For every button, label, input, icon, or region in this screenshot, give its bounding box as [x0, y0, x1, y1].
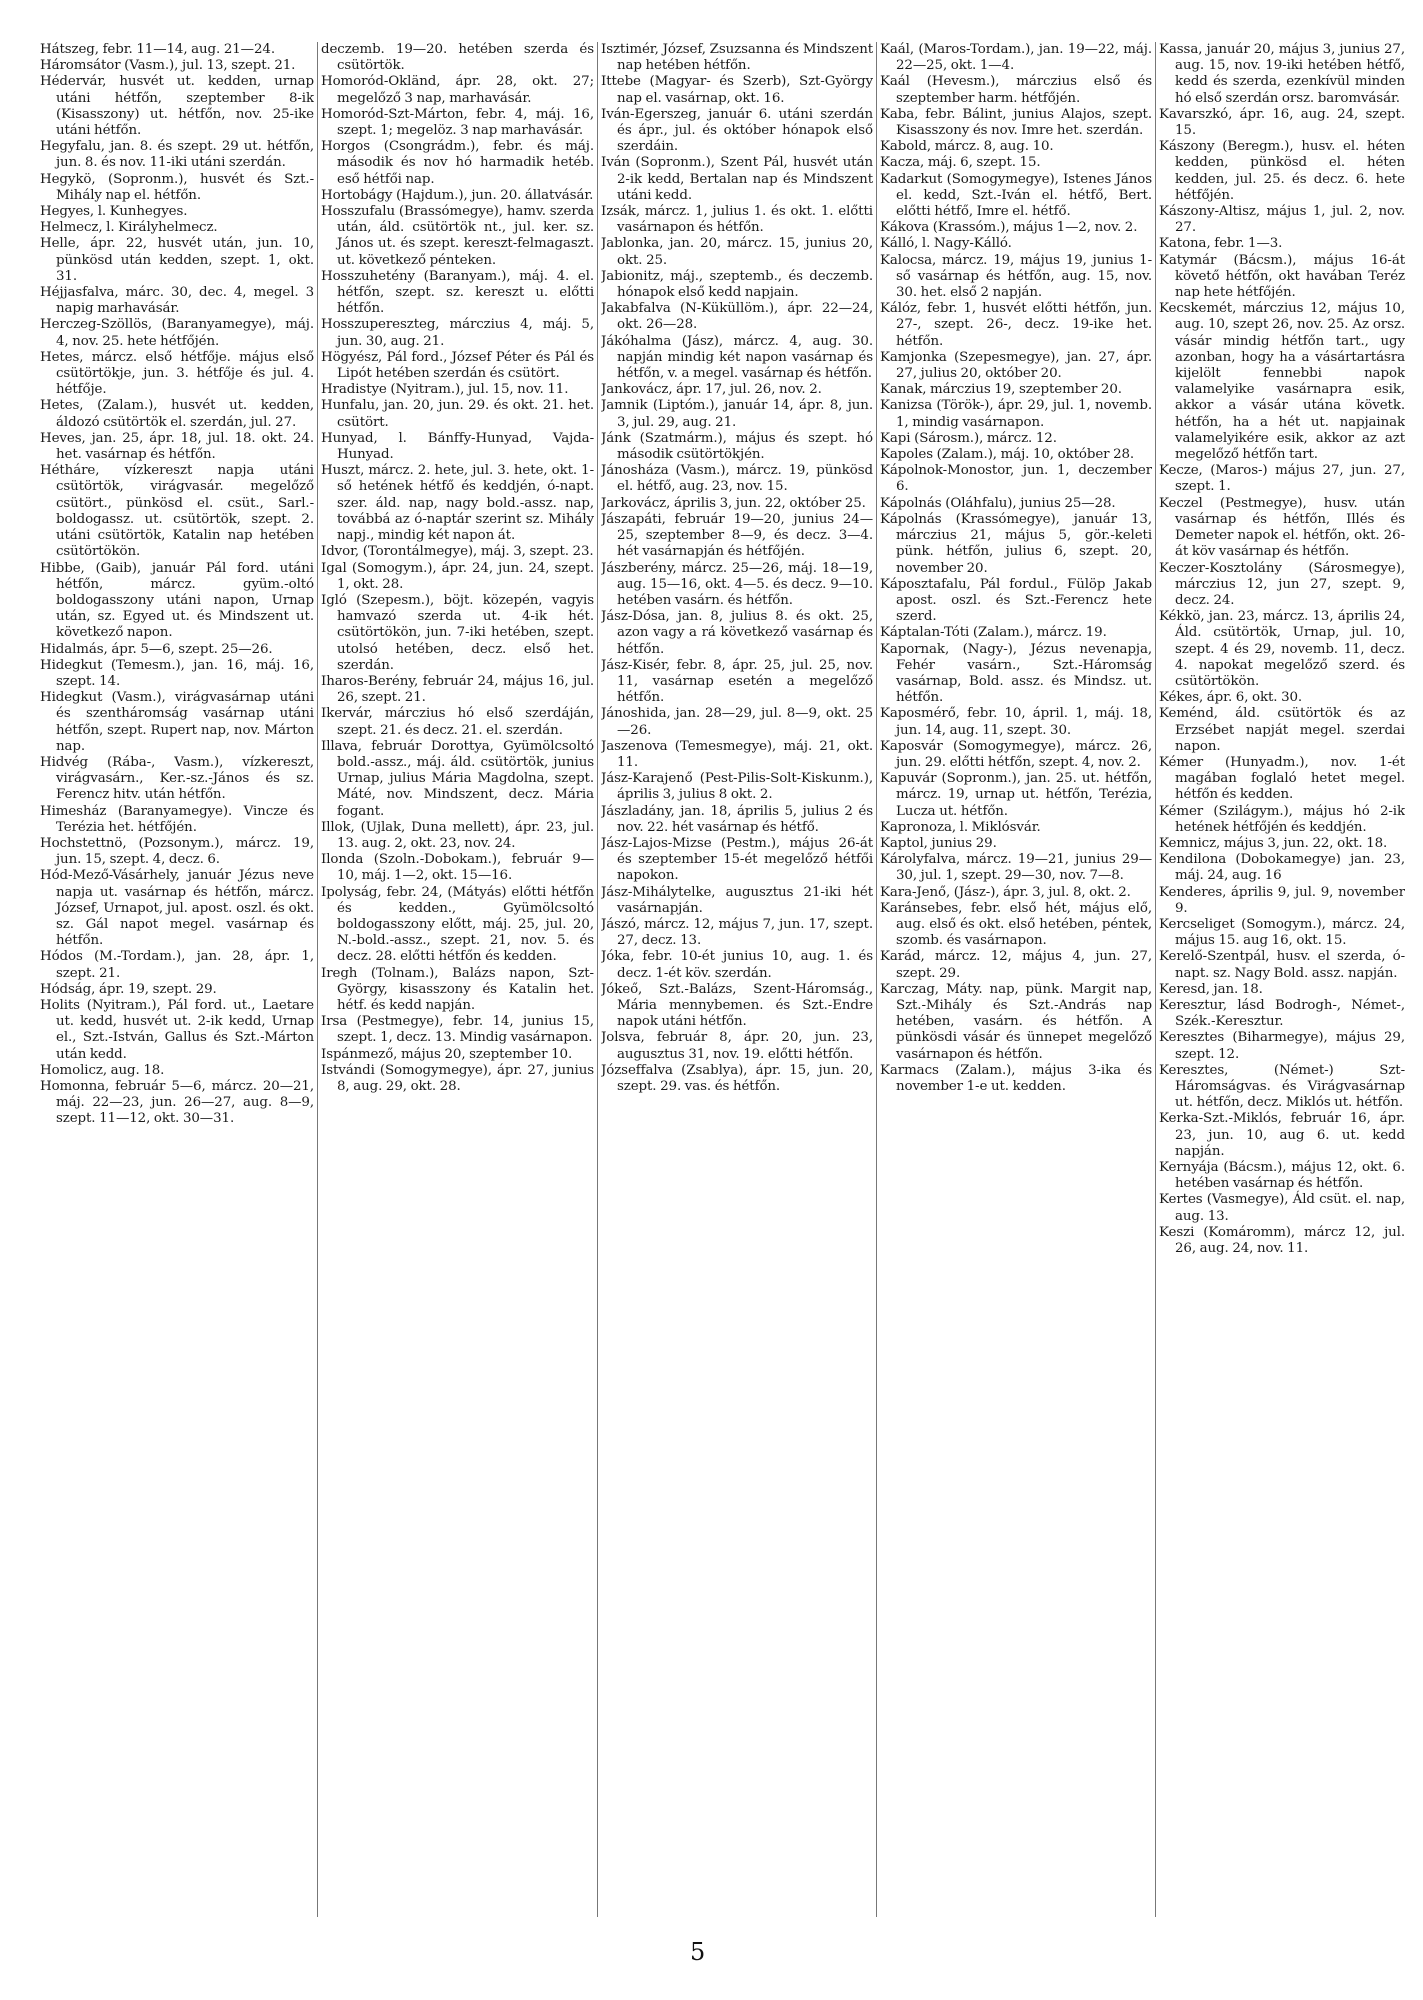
directory-page: [40, 42, 1405, 1922]
market-entry: Iván (Sopronm.), Szent Pál, husvét után 2-ik kedd, Bertalan nap és Mindszent utáni kedd.: [601, 155, 873, 203]
market-entry: Kászony-Altisz, május 1, jul. 2, nov. 27.: [1159, 204, 1405, 236]
column-2: [321, 42, 594, 1922]
market-entry: Kacza, máj. 6, szept. 15.: [880, 155, 1041, 171]
market-entry: Ipolyság, febr. 24, (Mátyás) előtti hétfőn és kedden., Gyümölcsoltó boldogasszony előtt, máj. 25, jul. 20, N.-bold.-assz., szept. 21, nov. 5. és decz. 28. előtti hétfőn és kedden.: [321, 884, 594, 965]
market-entry: Káptalan-Tóti (Zalam.), márcz. 19.: [880, 625, 1107, 641]
market-entry: Illava, február Dorottya, Gyümölcsoltó bold.-assz., máj. áld. csütörtök, junius Urnap, julius Mária Magdolna, szept. Máté, nov. Mindszent, decz. Mária fogant.: [321, 738, 594, 819]
market-entry: Hidalmás, ápr. 5—6, szept. 25—26.: [40, 641, 273, 657]
market-entry: Kékkö, jan. 23, márcz. 13, április 24, Áld. csütörtök, Urnap, jul. 10, szept. 4 és 29, novemb. 11, decz. 4. napokat megelőző szerd. és csütörtökön.: [1159, 609, 1405, 689]
market-entry: Hetes, márcz. első hétfője. május első csütörtökje, jun. 3. hétfője és jul. 4. hétfője.: [40, 349, 314, 398]
market-entry: Kerka-Szt.-Miklós, február 16, ápr. 23, jun. 10, aug 6. ut. kedd napján.: [1159, 1111, 1405, 1159]
market-entry: Helle, ápr. 22, husvét után, jun. 10, pünkösd után kedden, szept. 1, okt. 31.: [40, 236, 314, 284]
market-entry: Jóka, febr. 10-ét junius 10, aug. 1. és decz. 1-ét köv. szerdán.: [601, 949, 873, 981]
column-divider: [876, 42, 877, 1917]
market-entry: Kemnicz, május 3, jun. 22, okt. 18.: [1159, 835, 1388, 851]
market-entry: Kaál, (Maros-Tordam.), jan. 19—22, máj. 22—25, okt. 1—4.: [880, 42, 1152, 74]
market-entry: Keménd, áld. csütörtök és az Erzsébet napját megel. szerdai napon.: [1159, 706, 1405, 754]
market-entry: Jankovácz, ápr. 17, jul. 26, nov. 2.: [601, 382, 822, 398]
market-entry: Kavarszkó, ápr. 16, aug. 24, szept. 15.: [1159, 106, 1405, 139]
market-entry: Kaptol, junius 29.: [880, 835, 997, 851]
market-entry: Kálló, l. Nagy-Kálló.: [880, 236, 1012, 252]
market-entry: Herczeg-Szöllös, (Baranyamegye), máj. 4, nov. 25. hete hétfőjén.: [40, 317, 314, 349]
market-entry: Karmacs (Zalam.), május 3-ika és november 1-e ut. kedden.: [880, 1062, 1152, 1094]
market-entry: Kendilona (Dobokamegye) jan. 23, máj. 24, aug. 16: [1159, 852, 1405, 884]
market-entry: Kecze, (Maros-) május 27, jun. 27, szept. 1.: [1159, 463, 1405, 495]
market-entry: Kapoles (Zalam.), máj. 10, október 28.: [880, 447, 1135, 463]
market-entry: Kalocsa, márcz. 19, május 19, junius 1-ső vasárnap és hétfőn, aug. 15, nov. 30. het. első 2 napján.: [880, 252, 1152, 301]
market-entry: Jarkovácz, április 3, jun. 22, október 25.: [601, 495, 866, 511]
market-entry: Kaál (Hevesm.), márczius első és szeptember harm. hétfőjén.: [880, 74, 1152, 106]
market-entry: Kapi (Sárosm.), márcz. 12.: [880, 430, 1057, 446]
market-entry: Katona, febr. 1—3.: [1159, 236, 1283, 252]
market-entry: Hibbe, (Gaib), január Pál ford. utáni hétfőn, márcz. gyüm.-oltó boldogasszony utáni napon, Urnap után, sz. Egyed ut. és Mindszent ut. következő napon.: [40, 560, 314, 641]
market-entry: Himesház (Baranyamegye). Vincze és Terézia het. hétfőjén.: [40, 803, 314, 835]
market-entry: Kabold, márcz. 8, aug. 10.: [880, 139, 1054, 155]
market-entry: Kapronoza, l. Miklósvár.: [880, 819, 1041, 835]
market-entry: Homonna, február 5—6, márcz. 20—21, máj. 22—23, jun. 26—27, aug. 8—9, szept. 11—12, okt. 30—31.: [40, 1079, 314, 1127]
market-entry: Kertes (Vasmegye), Áld csüt. el. nap, aug. 13.: [1159, 1192, 1405, 1224]
market-entry: Kémer (Hunyadm.), nov. 1-ét magában foglaló hetet megel. hétfőn és kedden.: [1159, 754, 1405, 803]
market-entry: Iharos-Berény, február 24, május 16, jul. 26, szept. 21.: [321, 673, 594, 706]
column-5: [1159, 42, 1405, 1922]
market-entry: Horgos (Csongrádm.), febr. és máj. második és nov hó harmadik hetéb. eső hétfői nap.: [321, 139, 594, 187]
market-entry: Jászó, márcz. 12, május 7, jun. 17, szept. 27, decz. 13.: [601, 916, 873, 949]
market-entry: Igló (Szepesm.), böjt. közepén, vagyis hamvazó szerda ut. 4-ik hét. csütörtökön, jun. 7-iki hetében, szept. utolsó hetében, decz. első het. szerdán.: [321, 592, 594, 673]
market-entry: Hódság, ápr. 19, szept. 29.: [40, 981, 217, 997]
page-number: 5: [690, 1938, 706, 1966]
market-entry: Jász-Karajenő (Pest-Pilis-Solt-Kiskunm.), április 3, julius 8 okt. 2.: [601, 771, 873, 803]
market-entry: Kenderes, április 9, jul. 9, november 9.: [1159, 884, 1405, 916]
market-entry: Hegyfalu, jan. 8. és szept. 29 ut. hétfőn, jun. 8. és nov. 11-iki utáni szerdán.: [40, 139, 314, 171]
market-entry: Hochstettnö, (Pozsonym.), márcz. 19, jun. 15, szept. 4, decz. 6.: [40, 835, 314, 868]
market-entry: Jókeő, Szt.-Balázs, Szent-Háromság., Mária mennybemen. és Szt.-Endre napok utáni hétfőn.: [601, 981, 873, 1030]
market-entry: Izsák, márcz. 1, julius 1. és okt. 1. előtti vasárnapon és hétfőn.: [601, 204, 873, 236]
market-entry: Kémer (Szilágym.), május hó 2-ik hetének hétfőjén és keddjén.: [1159, 803, 1405, 835]
column-divider: [317, 42, 318, 1917]
market-entry: Jánk (Szatmárm.), május és szept. hó második csütörtökjén.: [601, 430, 873, 463]
column-4: [880, 42, 1152, 1922]
market-entry: Huszt, márcz. 2. hete, jul. 3. hete, okt. 1-ső hetének hétfő és keddjén, ó-napt. szer. áld. nap, nagy bold.-assz. nap, továbbá az ó-naptár szerint sz. Mihály napj., mindig két napon át.: [321, 463, 594, 544]
market-entry: Keresztes, (Német-) Szt-Háromságvas. és Virágvasárnap ut. hétfőn, decz. Miklós ut. hétfőn.: [1159, 1062, 1405, 1111]
market-entry: Kászony (Beregm.), husv. el. héten kedden, pünkösd el. héten kedden, jul. 25. és decz. 6. hete hétfőjén.: [1159, 139, 1405, 203]
market-entry: Keczel (Pestmegye), husv. után vasárnap és hétfőn, Illés és Demeter napok el. hétfőn, okt. 26-át köv vasárnap és hétfőn.: [1159, 495, 1405, 560]
market-entry: Hosszufalu (Brassómegye), hamv. szerda után, áld. csütörtök nt., jul. ker. sz. János ut. és szept. kereszt-felmagaszt. ut. következő pénteken.: [321, 204, 594, 268]
market-entry: Jászladány, jan. 18, április 5, julius 2 és nov. 22. hét vasárnap és hétfő.: [601, 803, 873, 835]
market-entry: Illok, (Ujlak, Duna mellett), ápr. 23, jul. 13. aug. 2, okt. 23, nov. 24.: [321, 819, 594, 851]
column-divider: [1155, 42, 1156, 1917]
market-entry: Ikervár, márczius hó első szerdáján, szept. 21. és decz. 21. el. szerdán.: [321, 706, 594, 738]
market-entry: Kápolnás (Krassómegye), január 13, márczius 21, május 5, gör.-keleti pünk. hétfőn, julius 6, szept. 20, november 20.: [880, 511, 1152, 576]
market-entry: Hátszeg, febr. 11—14, aug. 21—24.: [40, 42, 275, 57]
market-entry: Kamjonka (Szepesmegye), jan. 27, ápr. 27, julius 20, október 20.: [880, 349, 1152, 382]
market-entry: Káposztafalu, Pál fordul., Fülöp Jakab apost. oszl. és Szt.-Ferencz hete szerd.: [880, 576, 1152, 625]
market-entry: Kecskemét, márczius 12, május 10, aug. 10, szept 26, nov. 25. Az orsz. vásár mindig hétfőn tart., ugy azonban, hogy ha a vásártartásra kijelölt fennebbi napok valamelyike vasárnapra esik, akkor a vásár utána követk. hétfőn, ha a hét ut. napjainak valamelyikére esik, akkor az azt megelőző hétfőn tart.: [1159, 301, 1405, 463]
market-entry: Józseffalva (Zsablya), ápr. 15, jun. 20, szept. 29. vas. és hétfőn.: [601, 1062, 873, 1094]
market-entry: Keresztes (Biharmegye), május 29, szept. 12.: [1159, 1030, 1405, 1062]
market-entry: Keresztur, lásd Bodrogh-, Német-, Szék.-Keresztur.: [1159, 997, 1405, 1030]
market-entry: Högyész, Pál ford., József Péter és Pál és Lipót hetében szerdán és csütört.: [321, 349, 594, 382]
market-entry: Istvándi (Somogymegye), ápr. 27, junius 8, aug. 29, okt. 28.: [321, 1062, 594, 1094]
market-entry: Kara-Jenő, (Jász-), ápr. 3, jul. 8, okt. 2.: [880, 884, 1131, 900]
market-entry: Helmecz, l. Királyhelmecz.: [40, 220, 218, 236]
market-entry: Kákova (Krassóm.), május 1—2, nov. 2.: [880, 220, 1138, 236]
market-entry: Jakabfalva (N-Küküllöm.), ápr. 22—24, okt. 26—28.: [601, 301, 873, 333]
market-entry: Karánsebes, febr. első hét, május elő, aug. első és okt. első hetében, péntek, szomb. és vasárnapon.: [880, 900, 1152, 949]
market-entry: Hosszuhetény (Baranyam.), máj. 4. el. hétfőn, szept. sz. kereszt u. előtti hétfőn.: [321, 268, 594, 317]
market-entry: Hunfalu, jan. 20, jun. 29. és okt. 21. het. csütört.: [321, 398, 594, 430]
market-entry: Kercseliget (Somogym.), márcz. 24, május 15. aug 16, okt. 15.: [1159, 916, 1405, 949]
market-entry: Ilonda (Szoln.-Dobokam.), február 9—10, máj. 1—2, okt. 15—16.: [321, 852, 594, 884]
market-entry: Héjjasfalva, márc. 30, dec. 4, megel. 3 napig marhavásár.: [40, 285, 314, 317]
market-entry: Kaba, febr. Bálint, junius Alajos, szept. Kisasszony és nov. Imre het. szerdán.: [880, 106, 1152, 139]
market-entry: Kassa, január 20, május 3, junius 27, aug. 15, nov. 19-iki hetében hétfő, kedd és szerda, ezenkívül minden hó első szerdán orsz. baromvásár.: [1159, 42, 1405, 106]
market-entry: Hétháre, vízkereszt napja utáni csütörtök, virágvasár. megelőző csütört., pünkösd el. csüt., Sarl.-boldogassz. ut. csütörtök, szept. 2. utáni csütörtök, Katalin nap hetében csütörtökön.: [40, 463, 314, 560]
market-entry: Hunyad, l. Bánffy-Hunyad, Vajda-Hunyad.: [321, 430, 594, 463]
column-3: [601, 42, 873, 1922]
market-entry: Kápolnás (Oláhfalu), junius 25—28.: [880, 495, 1116, 511]
market-entry: Hidegkut (Vasm.), virágvasárnap utáni és szentháromság vasárnap utáni hétfőn, szept. Rupert nap, nov. Márton nap.: [40, 690, 314, 754]
market-entry: Kálóz, febr. 1, husvét előtti hétfőn, jun. 27-, szept. 26-, decz. 19-ike het. hétfőn.: [880, 301, 1152, 349]
market-entry: Kapornak, (Nagy-), Jézus nevenapja, Fehér vasárn., Szt.-Háromság vasárnap, Bold. assz. és Mindsz. ut. hétfőn.: [880, 641, 1152, 706]
column-1: [40, 42, 314, 1922]
market-entry: Jolsva, február 8, ápr. 20, jun. 23, augusztus 31, nov. 19. előtti hétfőn.: [601, 1030, 873, 1062]
market-entry: Keresd, jan. 18.: [1159, 981, 1263, 997]
market-entry: Károlyfalva, márcz. 19—21, junius 29—30, jul. 1, szept. 29—30, nov. 7—8.: [880, 852, 1152, 884]
market-entry: Homoród-Okländ, ápr. 28, okt. 27; megelőző 3 nap, marhavásár.: [321, 74, 594, 106]
market-entry: Hidvég (Rába-, Vasm.), vízkereszt, virágvasárn., Ker.-sz.-János és sz. Ferencz hitv. után hétfőn.: [40, 754, 314, 803]
market-entry: Kadarkut (Somogymegye), Istenes János el. kedd, Szt.-Iván el. hétfő, Bert. előtti hétfő, Imre el. hétfő.: [880, 171, 1152, 220]
market-entry: Homolicz, aug. 18.: [40, 1062, 165, 1078]
market-entry: Iregh (Tolnam.), Balázs napon, Szt-György, kisasszony és Katalin het. hétf. és kedd napján.: [321, 965, 594, 1013]
market-entry: Háromsátor (Vasm.), jul. 13, szept. 21.: [40, 58, 296, 74]
market-entry: Jabionitz, máj., szeptemb., és deczemb. hónapok első kedd napjain.: [601, 268, 873, 301]
market-entry: Hód-Mező-Vásárhely, január Jézus neve napja ut. vasárnap és hétfőn, márcz. József, Urnapot, jul. apost. oszl. és okt. sz. Gál napot megel. vasárnap és hétfőn.: [40, 868, 314, 949]
market-entry: deczemb. 19—20. hetében szerda és csütörtök.: [321, 42, 594, 74]
market-entry: Keszi (Komáromm), márcz 12, jul. 26, aug. 24, nov. 11.: [1159, 1224, 1405, 1257]
market-entry: Hidegkut (Temesm.), jan. 16, máj. 16, szept. 14.: [40, 657, 314, 689]
market-entry: Jablonka, jan. 20, márcz. 15, junius 20, okt. 25.: [601, 236, 873, 268]
market-entry: Homoród-Szt-Márton, febr. 4, máj. 16, szept. 1; megelöz. 3 nap marhavásár.: [321, 106, 594, 139]
market-entry: Jász-Dósa, jan. 8, julius 8. és okt. 25, azon vagy a rá következő vasárnap és hétfőn.: [601, 609, 873, 657]
market-entry: Holits (Nyitram.), Pál ford. ut., Laetare ut. kedd, husvét ut. 2-ik kedd, Urnap el., Szt.-István, Gallus és Szt.-Márton után kedd.: [40, 997, 314, 1062]
market-entry: Ispánmező, május 20, szeptember 10.: [321, 1046, 573, 1062]
market-entry: Karczag, Máty. nap, pünk. Margit nap, Szt.-Mihály és Szt.-András nap hetében, vasárn. és hétfőn. A pünkösdi vásár és ünnepet megelőző vasárnapon és hétfőn.: [880, 981, 1152, 1062]
market-entry: Karád, márcz. 12, május 4, jun. 27, szept. 29.: [880, 949, 1152, 981]
market-entry: Jász-Mihálytelke, augusztus 21-iki hét vasárnapján.: [601, 884, 873, 916]
market-entry: Jász-Kisér, febr. 8, ápr. 25, jul. 25, nov. 11, vasárnap esetén a megelőző hétfőn.: [601, 657, 873, 706]
market-entry: Hegykö, (Sopronm.), husvét és Szt.-Mihály nap el. hétfőn.: [40, 171, 314, 203]
market-entry: Heves, jan. 25, ápr. 18, jul. 18. okt. 24. het. vasárnap és hétfőn.: [40, 430, 314, 463]
market-entry: Kápolnok-Monostor, jun. 1, deczember 6.: [880, 463, 1152, 495]
market-entry: Hetes, (Zalam.), husvét ut. kedden, áldozó csütörtök el. szerdán, jul. 27.: [40, 398, 314, 430]
market-entry: Hortobágy (Hajdum.), jun. 20. állatvásár.: [321, 187, 594, 203]
market-entry: Hegyes, l. Kunhegyes.: [40, 204, 188, 220]
market-entry: Kaposmérő, febr. 10, ápril. 1, máj. 18, jun. 14, aug. 11, szept. 30.: [880, 706, 1152, 738]
column-divider: [597, 42, 598, 1917]
market-entry: Jákóhalma (Jász), márcz. 4, aug. 30. napján mindig két napon vasárnap és hétfőn, v. a megel. vasárnap és hétfőn.: [601, 333, 873, 382]
market-entry: Kékes, ápr. 6, okt. 30.: [1159, 690, 1303, 706]
market-entry: Jász-Lajos-Mizse (Pestm.), május 26-át és szeptember 15-ét megelőző hétfői napokon.: [601, 835, 873, 884]
market-entry: Keczer-Kosztolány (Sárosmegye), márczius 12, jun 27, szept. 9, decz. 24.: [1159, 560, 1405, 608]
market-entry: Hradistye (Nyitram.), jul. 15, nov. 11.: [321, 382, 569, 398]
market-entry: Jánoshida, jan. 28—29, jul. 8—9, okt. 25—26.: [601, 706, 873, 738]
market-entry: Igal (Somogym.), ápr. 24, jun. 24, szept. 1, okt. 28.: [321, 560, 594, 592]
market-entry: Kerelő-Szentpál, husv. el szerda, ó-napt. sz. Nagy Bold. assz. napján.: [1159, 949, 1405, 981]
market-entry: Jaszenova (Temesmegye), máj. 21, okt. 11.: [601, 738, 873, 770]
market-entry: Jamnik (Liptóm.), január 14, ápr. 8, jun. 3, jul. 29, aug. 21.: [601, 398, 873, 430]
market-entry: Kernyája (Bácsm.), május 12, okt. 6. hetében vasárnap és hétfőn.: [1159, 1160, 1405, 1192]
market-entry: Iván-Egerszeg, január 6. utáni szerdán és ápr., jul. és október hónapok első szerdáin.: [601, 106, 873, 155]
market-entry: Hédervár, husvét ut. kedden, urnap utáni hétfőn, szeptember 8-ik (Kisasszony) ut. hétfőn, nov. 25-ike utáni hétfőn.: [40, 74, 314, 139]
market-entry: Ittebe (Magyar- és Szerb), Szt-György nap el. vasárnap, okt. 16.: [601, 74, 873, 106]
market-entry: Kapuvár (Sopronm.), jan. 25. ut. hétfőn, márcz. 19, urnap ut. hétfőn, Terézia, Lucza ut. hétfőn.: [880, 771, 1152, 819]
market-entry: Jászapáti, február 19—20, junius 24—25, szeptember 8—9, és decz. 3—4. hét vasárnapján és hétfőjén.: [601, 511, 873, 560]
market-entry: Jászberény, márcz. 25—26, máj. 18—19, aug. 15—16, okt. 4—5. és decz. 9—10. hetében vasárn. és hétfőn.: [601, 560, 873, 608]
market-entry: Jánosháza (Vasm.), márcz. 19, pünkösd el. hétfő, aug. 23, nov. 15.: [601, 463, 873, 495]
market-entry: Kanak, márczius 19, szeptember 20.: [880, 382, 1122, 398]
market-entry: Kanizsa (Török-), ápr. 29, jul. 1, novemb. 1, mindig vasárnapon.: [880, 398, 1152, 430]
market-entry: Hódos (M.-Tordam.), jan. 28, ápr. 1, szept. 21.: [40, 949, 314, 981]
market-entry: Irsa (Pestmegye), febr. 14, junius 15, szept. 1, decz. 13. Mindig vasárnapon.: [321, 1014, 594, 1046]
market-entry: Katymár (Bácsm.), május 16-át követő hétfőn, okt havában Teréz nap hete hétfőjén.: [1159, 252, 1405, 301]
market-entry: Hosszupereszteg, márczius 4, máj. 5, jun. 30, aug. 21.: [321, 317, 594, 349]
market-entry: Idvor, (Torontálmegye), máj. 3, szept. 23.: [321, 544, 594, 560]
market-entry: Isztimér, József, Zsuzsanna és Mindszent nap hetében hétfőn.: [601, 42, 873, 74]
market-entry: Kaposvár (Somogymegye), márcz. 26, jun. 29. előtti hétfőn, szept. 4, nov. 2.: [880, 738, 1152, 770]
